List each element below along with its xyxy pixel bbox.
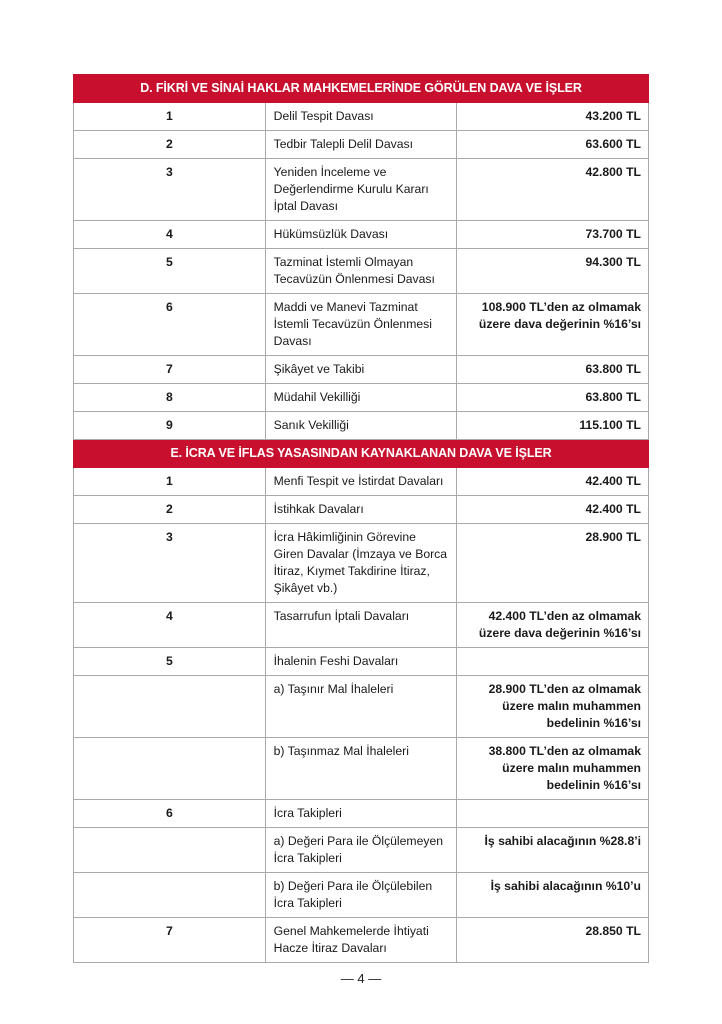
row-description: Delil Tespit Davası: [265, 103, 457, 131]
row-amount: 38.800 TL’den az olmamak üzere malın muhammen bedelinin %16’sı: [457, 738, 649, 800]
row-description: Şikâyet ve Takibi: [265, 356, 457, 384]
row-number: 2: [74, 496, 266, 524]
table-row: [74, 496, 649, 524]
row-description: a) Değeri Para ile Ölçülemeyen İcra Takipleri: [265, 828, 457, 873]
table-row: [74, 524, 649, 603]
table-row: [74, 384, 649, 412]
row-description: b) Taşınmaz Mal İhaleleri: [265, 738, 457, 800]
row-number: 6: [74, 294, 266, 356]
row-number: 5: [74, 249, 266, 294]
row-number: [74, 828, 266, 873]
row-number: 1: [74, 103, 266, 131]
table-row: [74, 603, 649, 648]
row-amount: 115.100 TL: [457, 412, 649, 440]
row-description: İstihkak Davaları: [265, 496, 457, 524]
row-amount: 43.200 TL: [457, 103, 649, 131]
row-description: İhalenin Feshi Davaları: [265, 648, 457, 676]
row-description: İcra Hâkimliğinin Görevine Giren Davalar (İmzaya ve Borca İtiraz, Kıymet Takdirine İtiraz, Şikâyet vb.): [265, 524, 457, 603]
row-amount: İş sahibi alacağının %28.8’i: [457, 828, 649, 873]
table-row: [74, 800, 649, 828]
section-d-title: D. FİKRİ VE SİNAİ HAKLAR MAHKEMELERİNDE GÖRÜLEN DAVA VE İŞLER: [74, 75, 649, 103]
table-row: [74, 828, 649, 873]
row-number: 4: [74, 603, 266, 648]
table-row: [74, 356, 649, 384]
row-amount: [457, 648, 649, 676]
row-amount: 94.300 TL: [457, 249, 649, 294]
table-row: [74, 918, 649, 963]
table-row: [74, 159, 649, 221]
row-description: Sanık Vekilliği: [265, 412, 457, 440]
row-description: Tedbir Talepli Delil Davası: [265, 131, 457, 159]
table-row: [74, 738, 649, 800]
row-number: [74, 738, 266, 800]
row-amount: 28.900 TL: [457, 524, 649, 603]
row-number: 3: [74, 524, 266, 603]
row-number: 7: [74, 918, 266, 963]
row-number: [74, 873, 266, 918]
row-amount: 42.400 TL: [457, 468, 649, 496]
row-amount: 63.800 TL: [457, 384, 649, 412]
section-e-title: E. İCRA VE İFLAS YASASINDAN KAYNAKLANAN DAVA VE İŞLER: [74, 440, 649, 468]
row-amount: 63.600 TL: [457, 131, 649, 159]
row-amount: [457, 800, 649, 828]
row-description: İcra Takipleri: [265, 800, 457, 828]
table-row: [74, 412, 649, 440]
page-number: — 4 —: [340, 971, 382, 986]
row-amount: 108.900 TL’den az olmamak üzere dava değerinin %16’sı: [457, 294, 649, 356]
row-description: b) Değeri Para ile Ölçülebilen İcra Takipleri: [265, 873, 457, 918]
section-d-header: [74, 75, 649, 103]
table-row: [74, 103, 649, 131]
row-amount: 28.850 TL: [457, 918, 649, 963]
row-number: 2: [74, 131, 266, 159]
table-row: [74, 294, 649, 356]
row-number: 4: [74, 221, 266, 249]
row-number: 9: [74, 412, 266, 440]
row-description: Müdahil Vekilliği: [265, 384, 457, 412]
section-e-header: [74, 440, 649, 468]
row-amount: 42.400 TL’den az olmamak üzere dava değerinin %16’sı: [457, 603, 649, 648]
row-amount: 42.400 TL: [457, 496, 649, 524]
row-description: Maddi ve Manevi Tazminat İstemli Tecavüzün Önlenmesi Davası: [265, 294, 457, 356]
table-row: [74, 468, 649, 496]
row-amount: 73.700 TL: [457, 221, 649, 249]
row-number: 3: [74, 159, 266, 221]
row-amount: 42.800 TL: [457, 159, 649, 221]
row-number: 5: [74, 648, 266, 676]
row-description: Yeniden İnceleme ve Değerlendirme Kurulu Kararı İptal Davası: [265, 159, 457, 221]
row-number: [74, 676, 266, 738]
row-description: Tazminat İstemli Olmayan Tecavüzün Önlenmesi Davası: [265, 249, 457, 294]
row-number: 6: [74, 800, 266, 828]
row-description: Genel Mahkemelerde İhtiyati Hacze İtiraz Davaları: [265, 918, 457, 963]
table-row: [74, 249, 649, 294]
row-amount: 63.800 TL: [457, 356, 649, 384]
table-row: [74, 873, 649, 918]
row-description: Menfi Tespit ve İstirdat Davaları: [265, 468, 457, 496]
row-amount: 28.900 TL’den az olmamak üzere malın muhammen bedelinin %16’sı: [457, 676, 649, 738]
table-row: [74, 221, 649, 249]
row-description: Tasarrufun İptali Davaları: [265, 603, 457, 648]
row-number: 8: [74, 384, 266, 412]
table-row: [74, 131, 649, 159]
fee-schedule-table: [73, 74, 649, 963]
row-amount: İş sahibi alacağının %10’u: [457, 873, 649, 918]
row-description: a) Taşınır Mal İhaleleri: [265, 676, 457, 738]
row-number: 1: [74, 468, 266, 496]
table-row: [74, 648, 649, 676]
row-number: 7: [74, 356, 266, 384]
table-row: [74, 676, 649, 738]
row-description: Hükümsüzlük Davası: [265, 221, 457, 249]
